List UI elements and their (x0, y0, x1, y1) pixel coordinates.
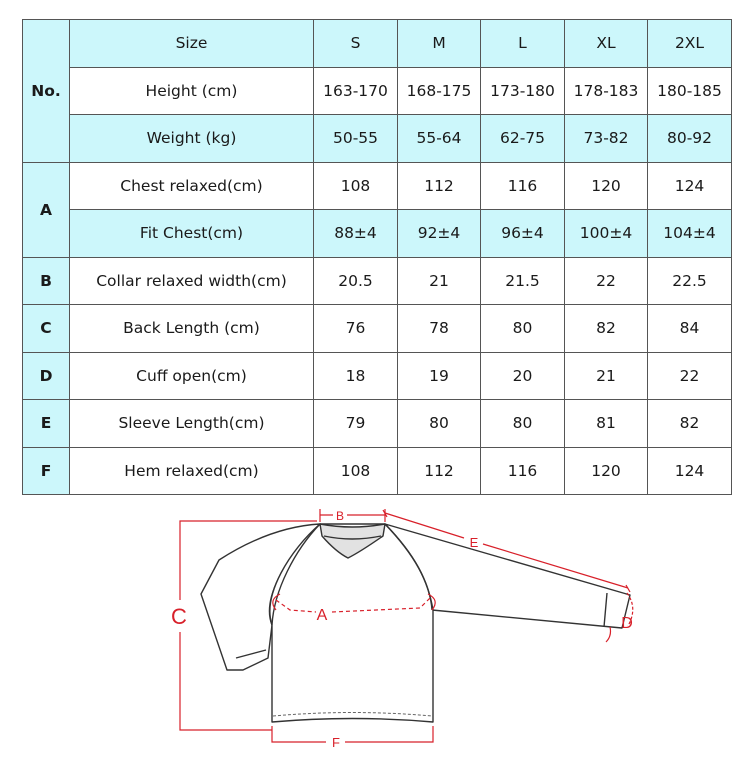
measurement-cell: 84 (648, 305, 732, 353)
weight-cell: 55-64 (398, 115, 481, 163)
weight-row (23, 115, 732, 163)
code-b: B (23, 257, 70, 305)
label-d: D (621, 615, 633, 632)
height-label: Height (cm) (70, 67, 314, 115)
measurement-cell: 19 (398, 352, 481, 400)
size-2xl: 2XL (648, 20, 732, 68)
no-header: No. (23, 20, 70, 163)
height-cell: 163-170 (314, 67, 398, 115)
measurement-cell: 80 (481, 305, 565, 353)
measurement-label: Cuff open(cm) (70, 352, 314, 400)
measurement-cell: 116 (481, 162, 565, 210)
size-chart-table (22, 19, 732, 495)
shirt-measurement-diagram (0, 500, 750, 761)
size-s: S (314, 20, 398, 68)
measurement-label: Fit Chest(cm) (70, 210, 314, 258)
measurement-label: Back Length (cm) (70, 305, 314, 353)
measurement-cell: 81 (565, 400, 648, 448)
measurement-cell: 96±4 (481, 210, 565, 258)
label-c: C (171, 604, 187, 629)
height-cell: 178-183 (565, 67, 648, 115)
measurement-cell: 124 (648, 447, 732, 495)
measurement-cell: 20.5 (314, 257, 398, 305)
height-cell: 180-185 (648, 67, 732, 115)
measurement-row (23, 447, 732, 495)
measurement-cell: 82 (565, 305, 648, 353)
measurement-cell: 21 (565, 352, 648, 400)
measurement-label: Collar relaxed width(cm) (70, 257, 314, 305)
size-xl: XL (565, 20, 648, 68)
size-label: Size (70, 20, 314, 68)
size-l: L (481, 20, 565, 68)
measurement-cell: 124 (648, 162, 732, 210)
measurement-row (23, 352, 732, 400)
measurement-cell: 20 (481, 352, 565, 400)
measurement-cell: 120 (565, 447, 648, 495)
measurement-row (23, 400, 732, 448)
measurement-cell: 92±4 (398, 210, 481, 258)
measurement-cell: 82 (648, 400, 732, 448)
measurement-row (23, 305, 732, 353)
height-cell: 168-175 (398, 67, 481, 115)
measurement-cell: 21.5 (481, 257, 565, 305)
height-row (23, 67, 732, 115)
measurement-cell: 88±4 (314, 210, 398, 258)
measurement-cell: 120 (565, 162, 648, 210)
measurement-cell: 21 (398, 257, 481, 305)
label-b: B (335, 509, 345, 523)
weight-cell: 73-82 (565, 115, 648, 163)
measurement-cell: 80 (481, 400, 565, 448)
weight-cell: 62-75 (481, 115, 565, 163)
label-e: E (469, 535, 479, 550)
height-cell: 173-180 (481, 67, 565, 115)
measurement-cell: 112 (398, 447, 481, 495)
shirt-outline (201, 524, 630, 722)
measurement-cell: 108 (314, 162, 398, 210)
code-e: E (23, 400, 70, 448)
measurement-cell: 108 (314, 447, 398, 495)
measurement-cell: 18 (314, 352, 398, 400)
weight-cell: 80-92 (648, 115, 732, 163)
measurement-cell: 22.5 (648, 257, 732, 305)
label-a: A (316, 607, 328, 624)
measurement-row (23, 162, 732, 210)
measurement-cell: 80 (398, 400, 481, 448)
code-c: C (23, 305, 70, 353)
measurement-cell: 78 (398, 305, 481, 353)
code-f: F (23, 447, 70, 495)
measurement-cell: 100±4 (565, 210, 648, 258)
measurement-cell: 104±4 (648, 210, 732, 258)
measurement-cell: 116 (481, 447, 565, 495)
measurement-row (23, 257, 732, 305)
code-d: D (23, 352, 70, 400)
size-row (23, 20, 732, 68)
measurement-label: Sleeve Length(cm) (70, 400, 314, 448)
weight-cell: 50-55 (314, 115, 398, 163)
label-f: F (332, 735, 340, 750)
measurement-cell: 112 (398, 162, 481, 210)
code-a: A (23, 162, 70, 257)
measurement-cell: 22 (565, 257, 648, 305)
measurement-row (23, 210, 732, 258)
measurement-label: Chest relaxed(cm) (70, 162, 314, 210)
size-m: M (398, 20, 481, 68)
measurement-cell: 76 (314, 305, 398, 353)
measurement-label: Hem relaxed(cm) (70, 447, 314, 495)
weight-label: Weight (kg) (70, 115, 314, 163)
measurement-cell: 79 (314, 400, 398, 448)
measurement-cell: 22 (648, 352, 732, 400)
